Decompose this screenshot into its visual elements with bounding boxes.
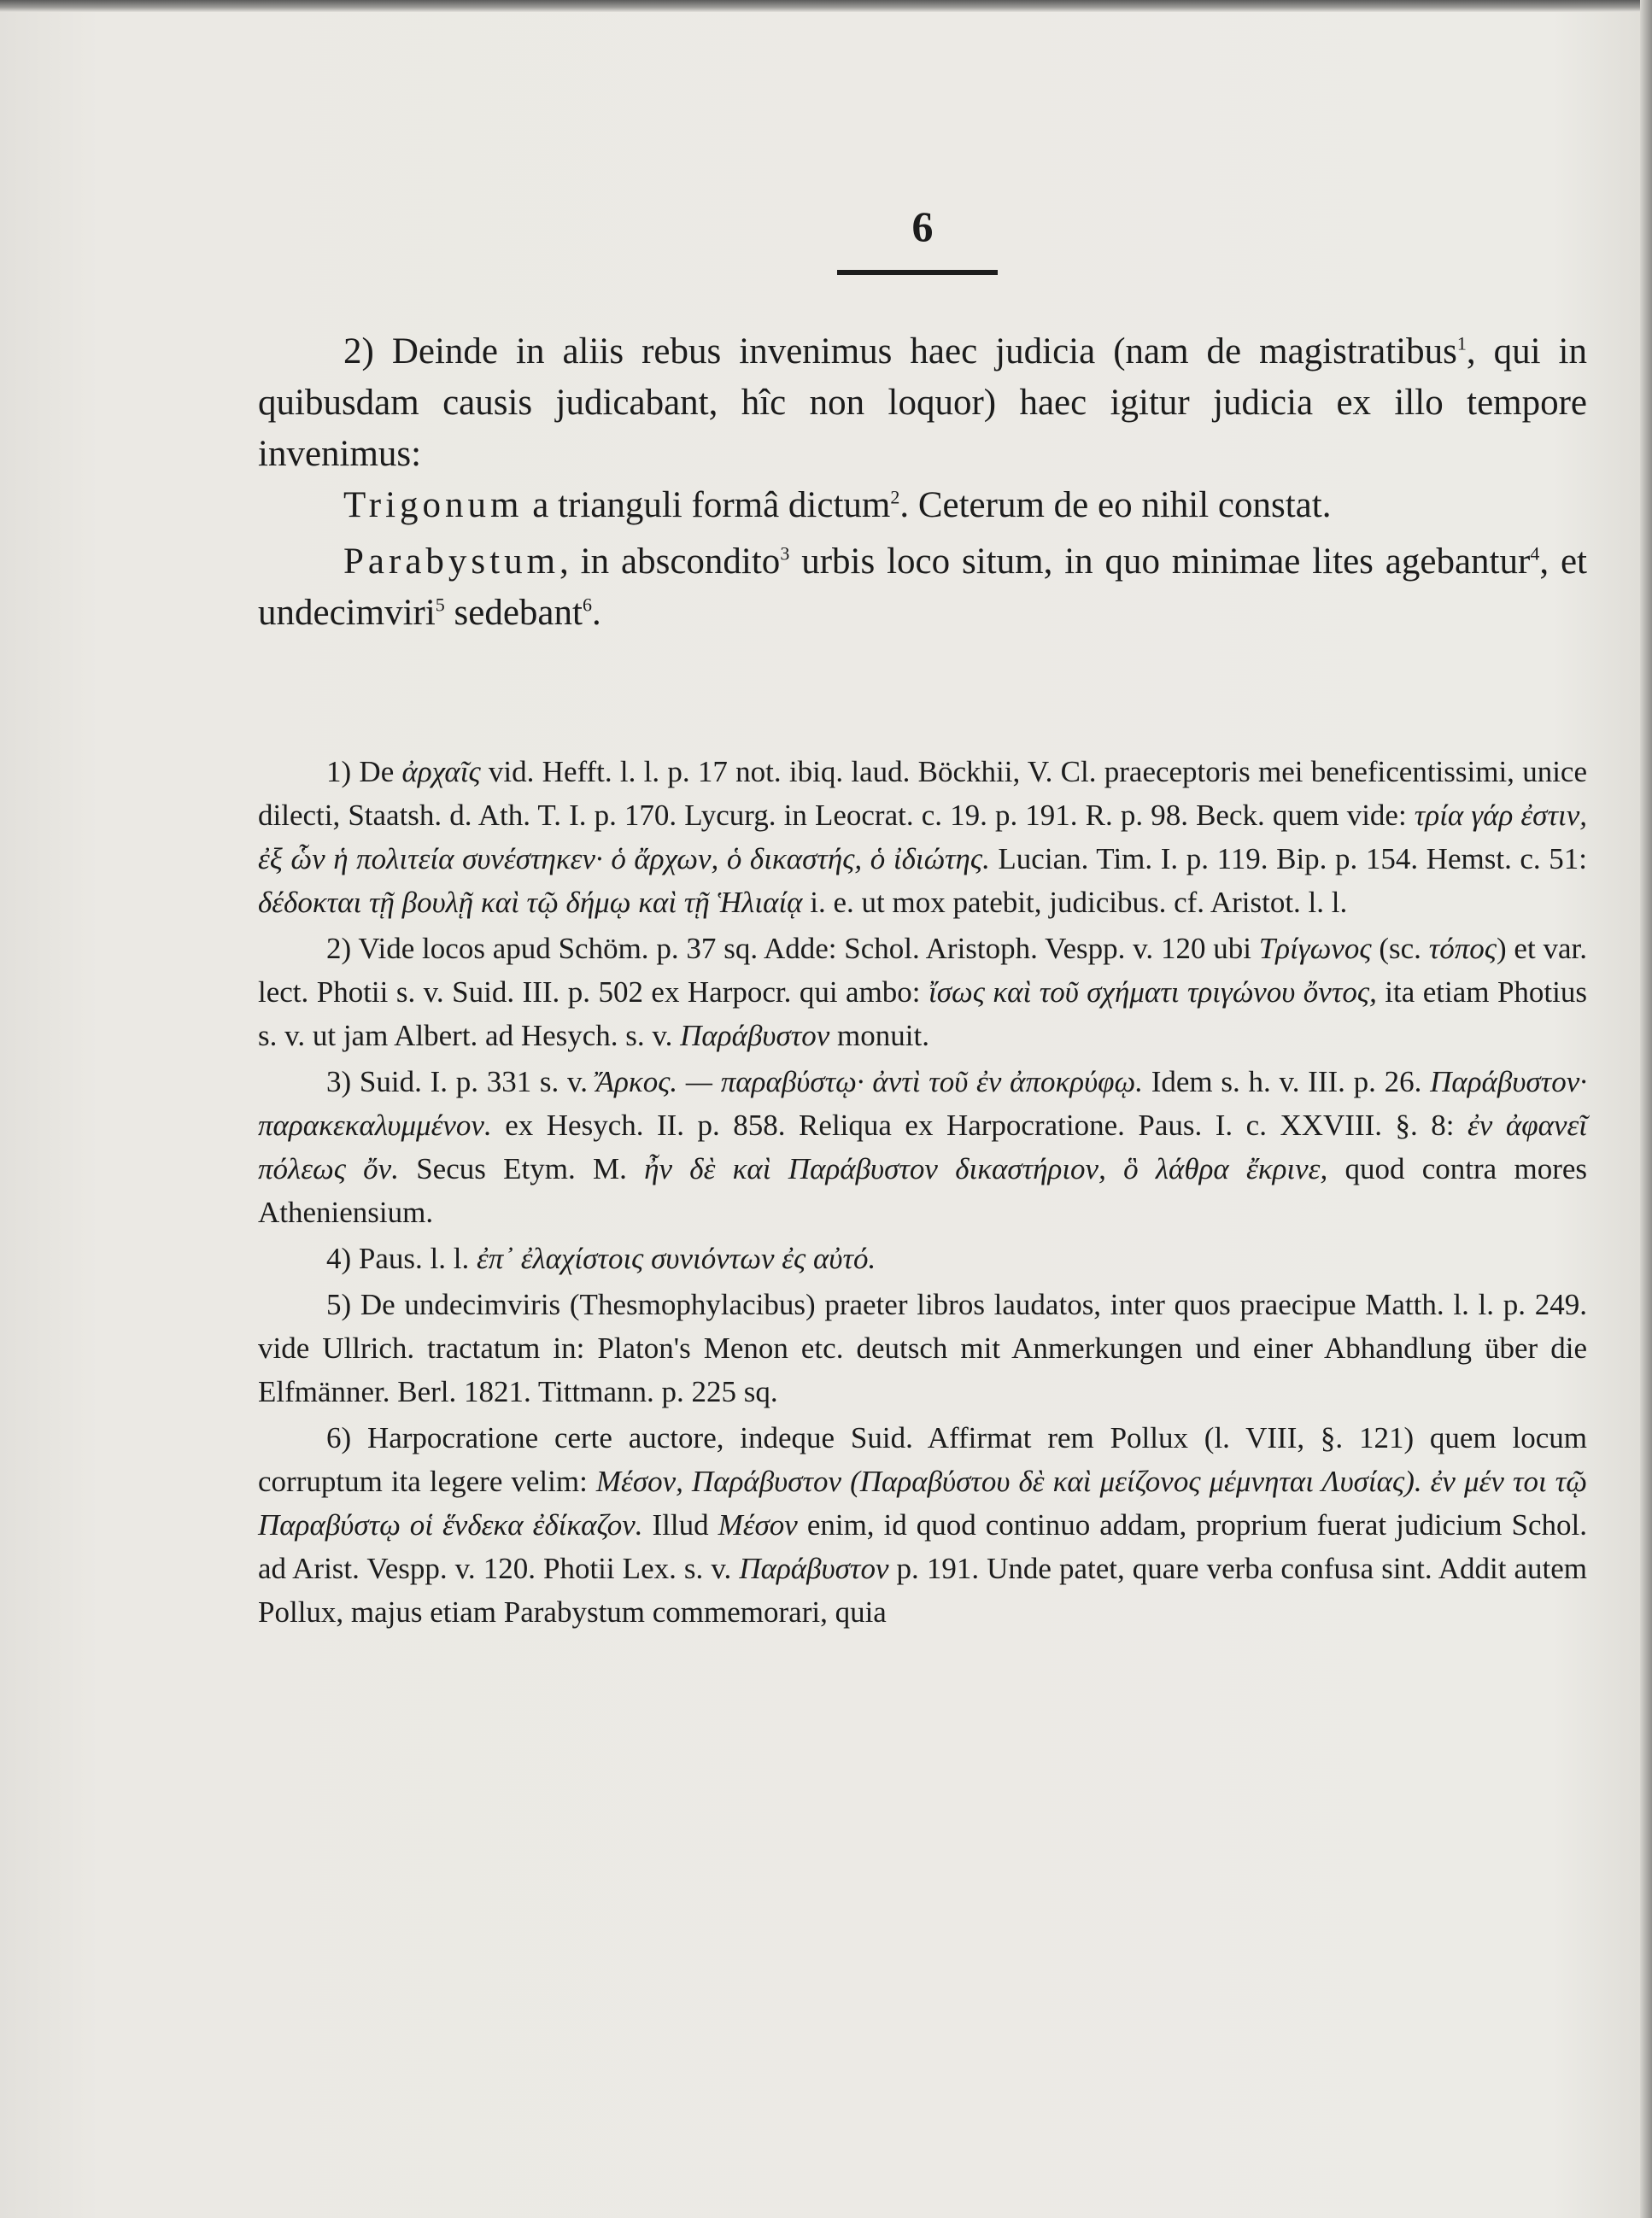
footnote-2: 2) Vide locos apud Schöm. p. 37 sq. Adde: Schol. Aristoph. Vespp. v. 120 ubi Τρίγωνος (sc. τόπος) et var. lect. Photii s. v. Suid. III. p. 502 ex Harpocr. qui ambo: ἴσως καὶ τοῦ σχήματι τριγώνου ὄντος, ita etiam Photius s. v. ut jam Albert. ad Hesych. s. v. Παράβυστον monuit.: [258, 932, 1587, 1052]
footnote-6: 6) Harpocratione certe auctore, indeque Suid. Affirmat rem Pollux (l. VIII, §. 121) quem locum corruptum ita legere velim: Μέσον, Παράβυστον (Παραβύστου δὲ καὶ μείζονος μέμνηται Λυσίας). ἐν μέν τοι τῷ Παραβύστῳ οἱ ἕνδεκα ἐδίκαζον. Illud Μέσον enim, id quod continuo addam, proprium fuerat judicium Schol. ad Arist. Vespp. v. 120. Photii Lex. s. v. Παράβυστον p. 191. Unde patet, quare verba confusa sint. Addit autem Pollux, majus etiam Parabystum commemorari, quia: [258, 1421, 1587, 1629]
footnotes: [258, 750, 1587, 1636]
footnote-4: 4) Paus. l. l. ἐπ᾽ ἐλαχίστοις συνιόντων ἐς αὐτό.: [326, 1242, 876, 1275]
header-rule: [837, 270, 998, 275]
paragraph-trigonum: Trigonum a trianguli formâ dictum$^2$. Ceterum de eo nihil constat.: [343, 485, 1332, 525]
footnote-ref-5: 5: [435, 594, 445, 616]
footnote-1: 1) De ἀρχαῖς vid. Hefft. l. l. p. 17 not. ibiq. laud. Böckhii, V. Cl. praeceptoris mei beneficentissimi, unice dilecti, Staatsh. d. Ath. T. I. p. 170. Lycurg. in Leocrat. c. 19. p. 191. R. p. 98. Beck. quem vide: τρία γάρ ἐστιν, ἐξ ὧν ἡ πολιτεία συνέστηκεν· ὁ ἄρχων, ὁ δικαστής, ὁ ἰδιώτης. Lucian. Tim. I. p. 119. Bip. p. 154. Hemst. c. 51: δέδοκται τῇ βουλῇ καὶ τῷ δήμῳ καὶ τῇ Ἡλιαίᾳ i. e. ut mox patebit, judicibus. cf. Aristot. l. l.: [258, 755, 1587, 919]
footnote-ref-1: 1: [1456, 332, 1467, 354]
scan-right-edge: [1640, 0, 1652, 2218]
page-number: 6: [911, 202, 934, 250]
term-parabystum: Parabystum: [343, 541, 560, 582]
footnote-ref-6: 6: [582, 594, 592, 616]
term-trigonum: Trigonum: [343, 485, 524, 525]
scan-top-edge: [0, 0, 1652, 12]
paragraph-parabystum: Parabystum, in abscondito$^3$ urbis loco situm, in quo minimae lites agebantur$^4$, et undecimviri$^5$ sedebant$^6$.: [258, 541, 1587, 633]
footnote-5: 5) De undecimviris (Thesmophylacibus) praeter libros laudatos, inter quos praecipue Matth. l. l. p. 249. vide Ullrich. tractatum in: Platon's Menon etc. deutsch mit Anmerkungen und einer Abhandlung über die Elfmänner. Berl. 1821. Tittmann. p. 225 sq.: [258, 1288, 1587, 1408]
main-text: [258, 326, 1587, 639]
footnote-ref-4: 4: [1530, 542, 1540, 565]
footnote-ref-2: 2: [890, 486, 900, 508]
footnote-3: 3) Suid. I. p. 331 s. v. Ἄρκος. — παραβύστῳ· ἀντὶ τοῦ ἐν ἀποκρύφῳ. Idem s. h. v. III. p. 26. Παράβυστον· παρακεκαλυμμένον. ex Hesych. II. p. 858. Reliqua ex Harpocratione. Paus. I. c. XXVIII. §. 8: ἐν ἀφανεῖ πόλεως ὄν. Secus Etym. M. ἦν δὲ καὶ Παράβυστον δικαστήριον, ὃ λάθρα ἔκρινε, quod contra mores Atheniensium.: [258, 1065, 1588, 1229]
footnote-ref-3: 3: [780, 542, 790, 565]
paragraph-judicia: 2) Deinde in aliis rebus invenimus haec judicia (nam de magistratibus$^1$, qui in quibusdam causis judicabant, hîc non loquor) haec igitur judicia ex illo tempore invenimus:: [258, 331, 1587, 474]
